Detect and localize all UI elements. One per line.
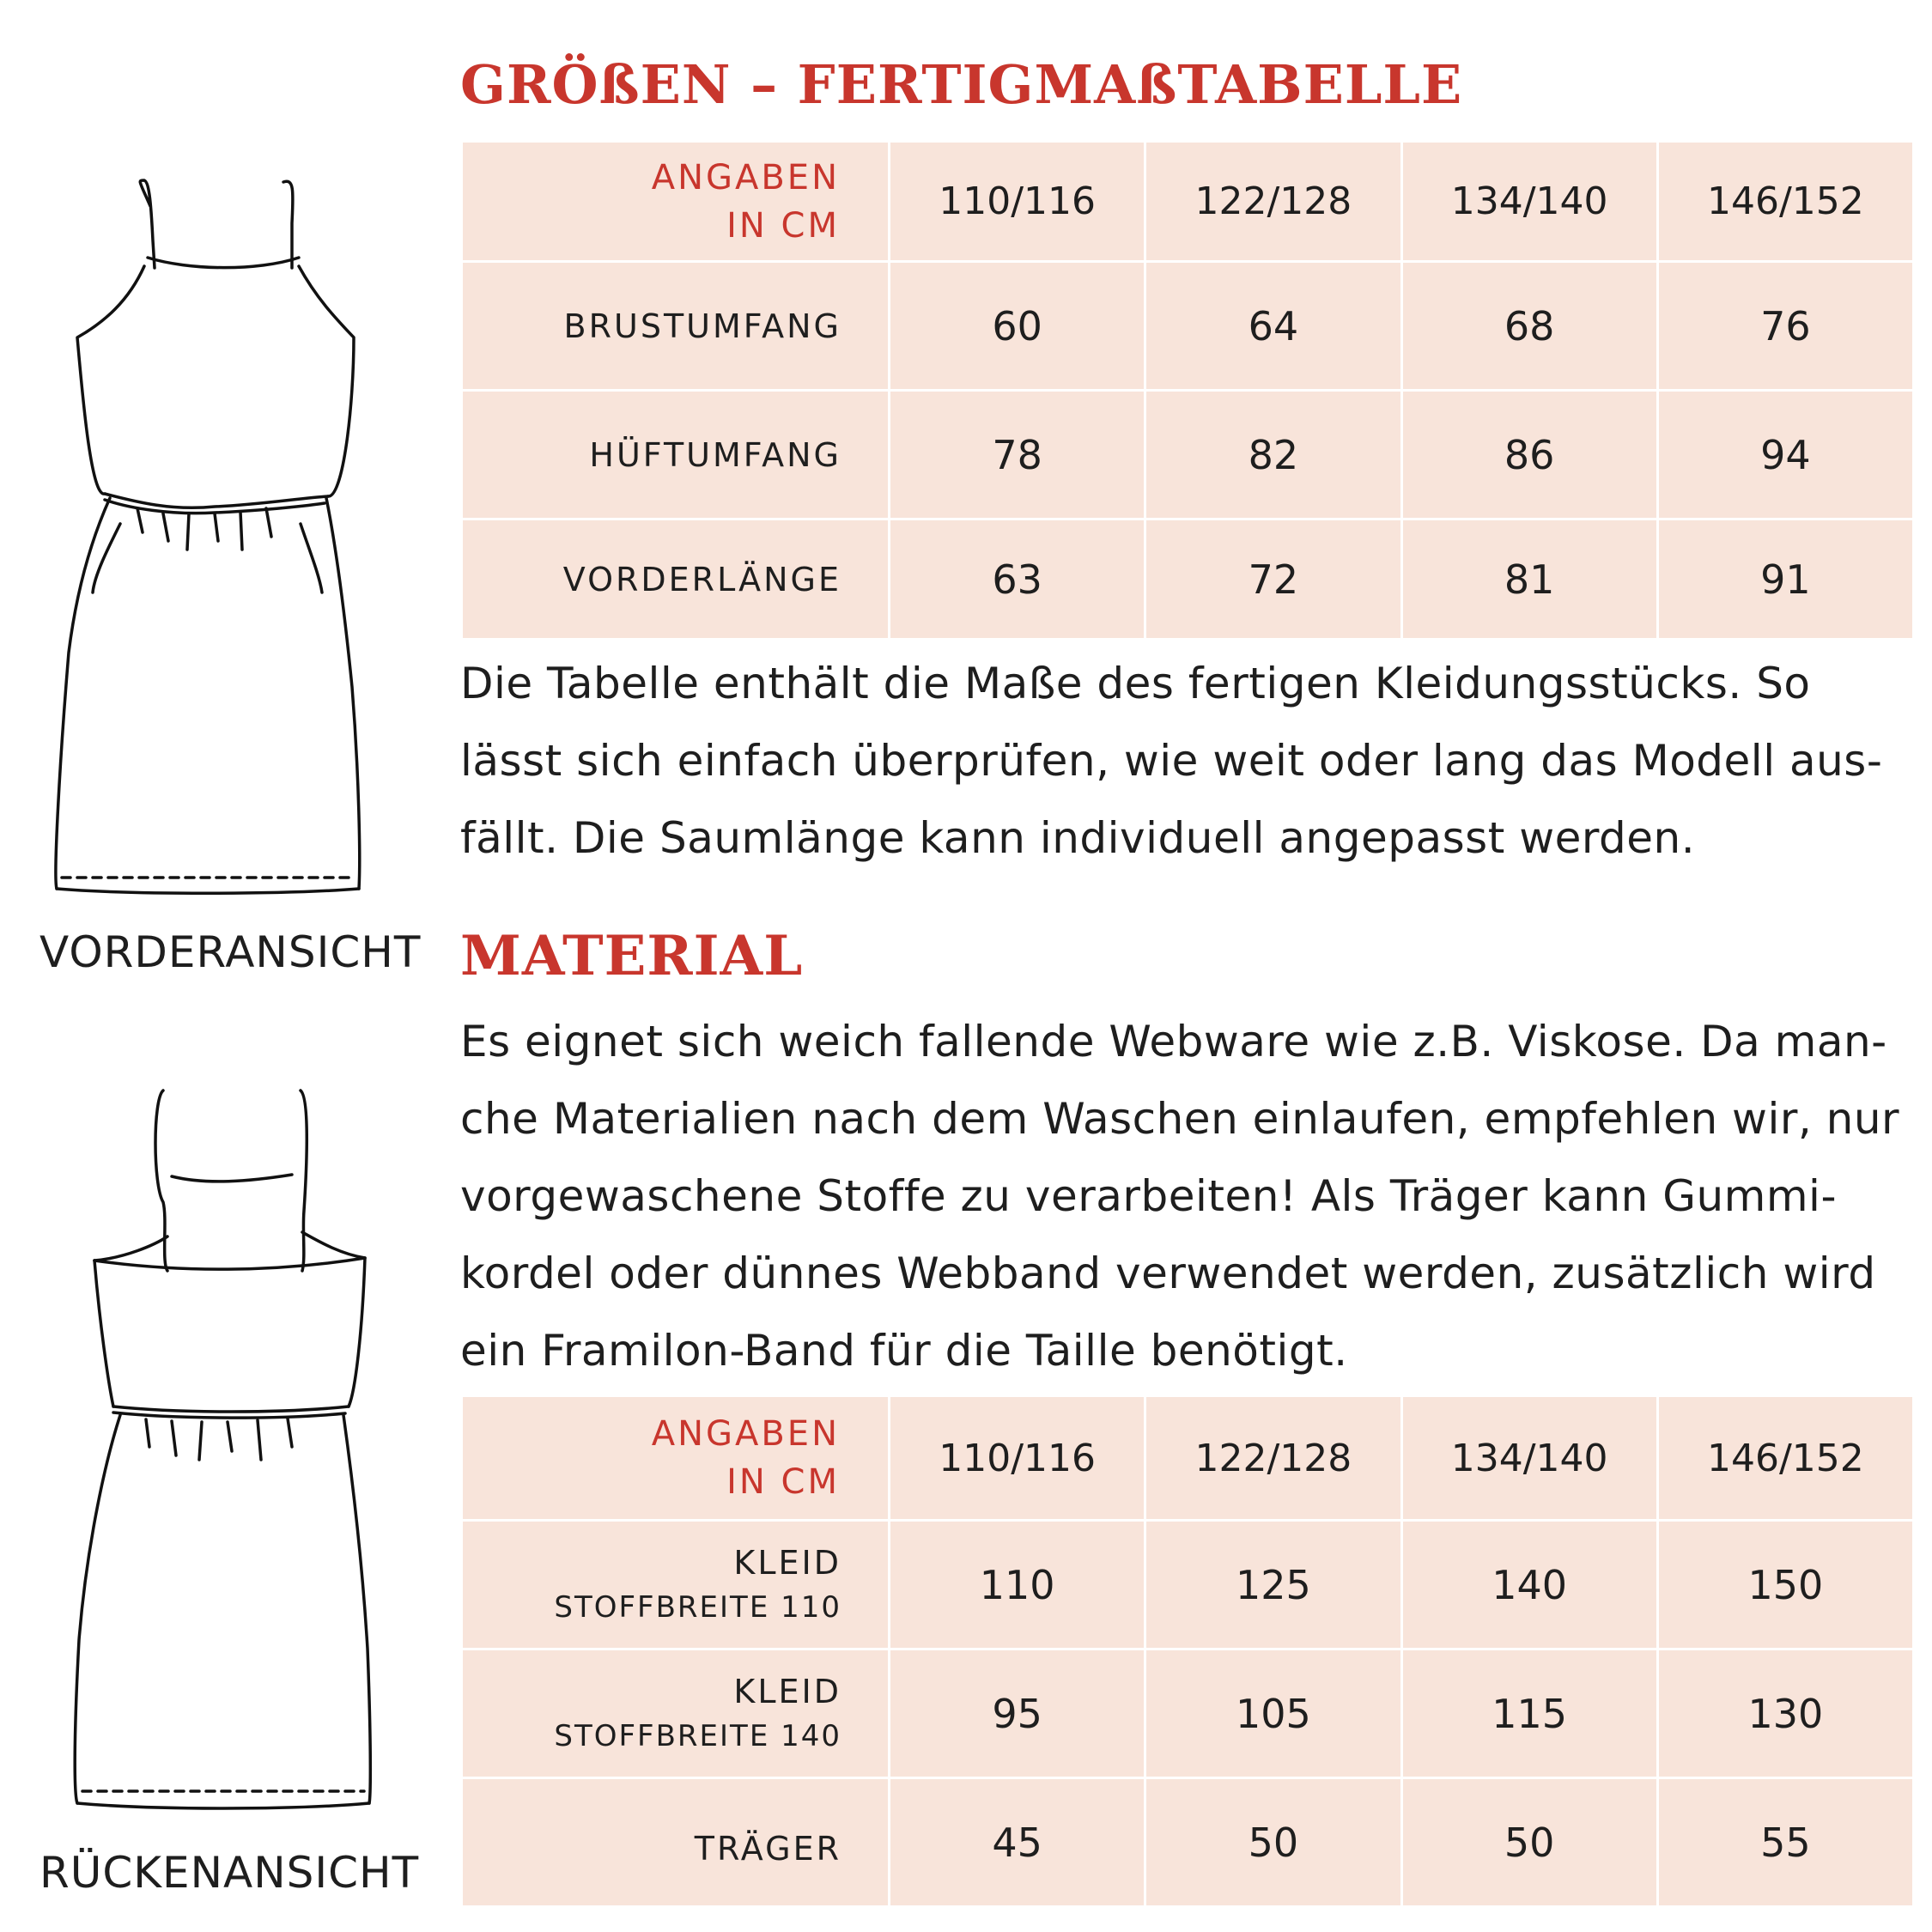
row-label: BRUSTUMFANG [462, 262, 890, 391]
back-view-caption: RÜCKENANSICHT [39, 1848, 420, 1898]
table-cell: 64 [1145, 262, 1401, 391]
row-label: KLEID STOFFBREITE 140 [462, 1649, 890, 1778]
table-cell: 76 [1657, 262, 1913, 391]
unit-header: ANGABEN IN CM [462, 142, 890, 262]
row-label: HÜFTUMFANG [462, 391, 890, 519]
table-cell: 105 [1145, 1649, 1401, 1778]
size-header: 110/116 [890, 1396, 1145, 1521]
table-cell: 81 [1401, 519, 1657, 640]
table-cell: 45 [890, 1778, 1145, 1907]
material-title: MATERIAL [460, 924, 804, 988]
table-cell: 78 [890, 391, 1145, 519]
table-cell: 82 [1145, 391, 1401, 519]
table-cell: 110 [890, 1521, 1145, 1649]
size-header: 134/140 [1401, 1396, 1657, 1521]
table-cell: 125 [1145, 1521, 1401, 1649]
table-cell: 130 [1657, 1649, 1913, 1778]
table-cell: 50 [1145, 1778, 1401, 1907]
size-header: 146/152 [1657, 142, 1913, 262]
table-cell: 63 [890, 519, 1145, 640]
unit-header: ANGABEN IN CM [462, 1396, 890, 1521]
front-view-drawing [43, 172, 386, 910]
table-cell: 94 [1657, 391, 1913, 519]
table-cell: 91 [1657, 519, 1913, 640]
row-label: TRÄGER [462, 1778, 890, 1907]
row-label: VORDERLÄNGE [462, 519, 890, 640]
back-view-drawing [52, 1082, 395, 1829]
size-table [460, 140, 1915, 641]
table-row [462, 1521, 1914, 1649]
material-description: Es eignet sich weich fallende Webware wie z.B. Viskose. Da man-che Materialien nach dem Waschen einlaufen, empfehlen wir, nur vorgewaschene Stoffe zu verarbeiten! Als Träger kann Gummi-kordel oder dünnes Webband verwendet werden, zusätzlich wird ein Framilon-Band für die Taille benötigt. [460, 1017, 1900, 1376]
size-header: 110/116 [890, 142, 1145, 262]
table-row [462, 391, 1914, 519]
front-view-caption: VORDERANSICHT [39, 927, 422, 977]
table-cell: 60 [890, 262, 1145, 391]
sizes-description: Die Tabelle enthält die Maße des fertigen Kleidungsstücks. So lässt sich einfach überprüfen, wie weit oder lang das Modell aus-fällt. Die Saumlänge kann individuell angepasst werden. [460, 659, 1883, 863]
table-cell: 50 [1401, 1778, 1657, 1907]
table-row [462, 1778, 1914, 1907]
table-row [462, 519, 1914, 640]
size-header: 122/128 [1145, 1396, 1401, 1521]
table-row [462, 262, 1914, 391]
size-table-header-row [462, 142, 1914, 262]
table-cell: 95 [890, 1649, 1145, 1778]
table-row [462, 1649, 1914, 1778]
table-cell: 86 [1401, 391, 1657, 519]
table-cell: 115 [1401, 1649, 1657, 1778]
table-cell: 140 [1401, 1521, 1657, 1649]
table-cell: 150 [1657, 1521, 1913, 1649]
table-cell: 68 [1401, 262, 1657, 391]
material-table-header-row [462, 1396, 1914, 1521]
row-label: KLEID STOFFBREITE 110 [462, 1521, 890, 1649]
table-cell: 72 [1145, 519, 1401, 640]
sizes-title: GRÖßEN – FERTIGMAßTABELLE [460, 53, 1463, 116]
size-header: 134/140 [1401, 142, 1657, 262]
size-header: 122/128 [1145, 142, 1401, 262]
table-cell: 55 [1657, 1778, 1913, 1907]
material-table [460, 1394, 1915, 1908]
size-header: 146/152 [1657, 1396, 1913, 1521]
